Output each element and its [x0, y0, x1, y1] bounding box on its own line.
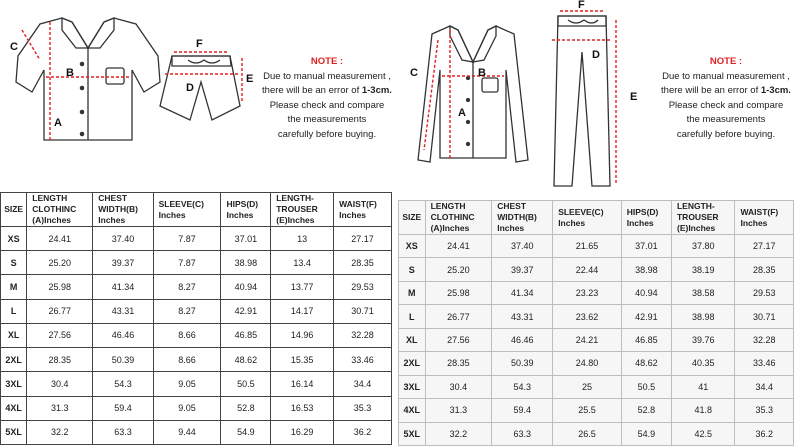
measurement-cell: 13 [271, 227, 334, 251]
measurement-cell: 28.35 [27, 348, 93, 372]
measurement-cell: 15.35 [271, 348, 334, 372]
measurement-cell: 37.01 [621, 235, 671, 258]
measurement-cell: 14.17 [271, 299, 334, 323]
label-c: C [10, 41, 18, 53]
note-line-4: the measurements [686, 114, 766, 125]
measurement-cell: 40.94 [621, 281, 671, 304]
measurement-cell: 28.35 [425, 352, 492, 375]
column-header-line: LENGTH [32, 193, 68, 203]
column-header-line: TROUSER [676, 212, 719, 222]
measurement-cell: 36.2 [334, 420, 392, 444]
column-header-line: HIPS(D) [626, 206, 659, 217]
measurement-cell: 38.19 [671, 258, 735, 281]
measurement-cell: 42.91 [221, 299, 271, 323]
column-header-line: Inches [158, 209, 186, 220]
measurement-cell: 8.66 [153, 323, 221, 347]
column-header [221, 193, 271, 227]
measurement-cell: 8.27 [153, 275, 221, 299]
note-error-range: 1-3cm. [760, 85, 791, 96]
size-cell: L [399, 305, 426, 328]
label-d: D [186, 82, 194, 94]
measurement-cell: 35.3 [334, 396, 392, 420]
measurement-cell: 63.3 [492, 422, 553, 446]
column-header-line: CHEST [98, 193, 128, 203]
measurement-cell: 25.20 [425, 258, 492, 281]
label-b: B [478, 67, 486, 79]
measurement-cell: 35.3 [735, 399, 794, 422]
measurement-cell: 42.5 [671, 422, 735, 446]
measurement-cell: 54.9 [621, 422, 671, 446]
measurement-cell: 41.8 [671, 399, 735, 422]
note-line-1: Due to manual measurement , [662, 70, 790, 82]
table-row [399, 352, 794, 375]
column-header [153, 193, 221, 227]
size-cell: S [1, 251, 27, 275]
column-header-line: WAIST(F) [740, 206, 779, 217]
measurement-cell: 37.01 [221, 227, 271, 251]
column-header [621, 201, 671, 235]
note-line-2-text: there will be an error of [661, 85, 761, 96]
note-line-5: carefully before buying. [676, 128, 776, 140]
measurement-cell: 48.62 [621, 352, 671, 375]
size-cell: 5XL [1, 420, 27, 444]
measurement-cell: 33.46 [735, 352, 794, 375]
measurement-cell: 28.35 [735, 258, 794, 281]
measurement-cell: 41.34 [492, 281, 553, 304]
note-line-2 [262, 84, 392, 99]
measurement-cell: 50.5 [621, 375, 671, 398]
measurement-cell: 24.41 [425, 235, 492, 258]
note-title: NOTE : [709, 56, 743, 67]
long-sleeve-size-chart-panel [398, 0, 794, 447]
table-row [399, 258, 794, 281]
measurement-cell: 16.14 [271, 372, 334, 396]
measurement-cell: 7.87 [153, 251, 221, 275]
note-line-3: Please check and compare [668, 99, 784, 111]
measurement-cell: 23.62 [553, 305, 622, 328]
column-header [671, 201, 735, 235]
measurement-cell: 24.80 [553, 352, 622, 375]
column-header-line: SIZE [4, 204, 24, 214]
table-row [399, 305, 794, 328]
table-row [1, 299, 392, 323]
measurement-cell: 50.5 [221, 372, 271, 396]
measurement-cell: 31.3 [425, 399, 492, 422]
measurement-cell: 43.31 [492, 305, 553, 328]
shorts-illustration [160, 56, 240, 120]
column-header [553, 201, 622, 235]
measurement-cell: 23.23 [553, 281, 622, 304]
table-row [1, 323, 392, 347]
measurement-cell: 22.44 [553, 258, 622, 281]
measurement-cell: 50.39 [93, 348, 153, 372]
measurement-cell: 32.28 [334, 323, 392, 347]
column-header-line: CLOTHINC [430, 212, 475, 222]
measurement-cell: 14.96 [271, 323, 334, 347]
measurement-cell: 27.17 [334, 227, 392, 251]
column-header [492, 201, 553, 235]
measurement-cell: 39.37 [492, 258, 553, 281]
note-error-range: 1-3cm. [361, 85, 392, 96]
measurement-cell: 63.3 [93, 420, 153, 444]
measurement-cell: 52.8 [621, 399, 671, 422]
measurement-cell: 25.98 [27, 275, 93, 299]
column-header-line: (E)Inches [276, 215, 315, 225]
measurement-cell: 7.87 [153, 227, 221, 251]
column-header [27, 193, 93, 227]
column-header-line: WIDTH(B) [98, 204, 138, 214]
measurement-cell: 24.21 [553, 328, 622, 351]
note-line-5: carefully before buying. [277, 128, 377, 140]
size-cell: 5XL [399, 422, 426, 446]
table-row [399, 375, 794, 398]
measurement-cell: 30.71 [334, 299, 392, 323]
measurement-cell: 32.2 [27, 420, 93, 444]
measurement-cell: 9.44 [153, 420, 221, 444]
note-line-1: Due to manual measurement , [263, 70, 391, 82]
measurement-cell: 8.66 [153, 348, 221, 372]
column-header-line: CHEST [497, 201, 527, 211]
column-header-line: Inches [226, 209, 254, 220]
measurement-cell: 46.46 [492, 328, 553, 351]
measurement-cell: 50.39 [492, 352, 553, 375]
measurement-cell: 34.4 [735, 375, 794, 398]
table-header-row [1, 193, 392, 227]
column-header-line: Inches [740, 217, 768, 228]
measurement-note [660, 55, 792, 142]
measurement-cell: 59.4 [93, 396, 153, 420]
column-header [399, 201, 426, 235]
measurement-cell: 38.98 [671, 305, 735, 328]
table-row [399, 399, 794, 422]
label-b: B [66, 67, 74, 79]
column-header [1, 193, 27, 227]
column-header-line: (A)Inches [32, 215, 72, 225]
column-header-line: SLEEVE(C) [158, 198, 204, 209]
size-cell: M [1, 275, 27, 299]
measurement-cell: 32.28 [735, 328, 794, 351]
measurement-cell: 33.46 [334, 348, 392, 372]
column-header-line: LENGTH- [676, 201, 715, 211]
measurement-cell: 27.56 [425, 328, 492, 351]
column-header-line: TROUSER [276, 204, 318, 214]
label-c: C [410, 67, 418, 79]
measurement-cell: 46.85 [621, 328, 671, 351]
measurement-cell: 37.40 [93, 227, 153, 251]
table-row [399, 328, 794, 351]
measurement-cell: 54.3 [492, 375, 553, 398]
column-header-line: (A)Inches [430, 223, 470, 233]
size-cell: XS [399, 235, 426, 258]
measurement-cell: 26.77 [425, 305, 492, 328]
column-header [271, 193, 334, 227]
note-line-3: Please check and compare [269, 99, 385, 111]
table-row [1, 251, 392, 275]
measurement-cell: 13.77 [271, 275, 334, 299]
label-e: E [246, 73, 254, 85]
measurement-cell: 8.27 [153, 299, 221, 323]
measurement-cell: 39.37 [93, 251, 153, 275]
column-header-line: Inches [98, 215, 126, 225]
measurement-cell: 25 [553, 375, 622, 398]
column-header-line: Inches [558, 217, 586, 228]
measurement-cell: 30.4 [27, 372, 93, 396]
size-cell: XL [399, 328, 426, 351]
note-line-4: the measurements [287, 114, 367, 125]
measurement-cell: 38.98 [621, 258, 671, 281]
measurement-note [262, 55, 392, 142]
measurement-cell: 16.53 [271, 396, 334, 420]
table-row [1, 275, 392, 299]
measurement-cell: 34.4 [334, 372, 392, 396]
column-header [735, 201, 794, 235]
label-f: F [578, 0, 585, 11]
measurement-cell: 25.5 [553, 399, 622, 422]
table-row [399, 281, 794, 304]
measurement-cell: 29.53 [735, 281, 794, 304]
size-cell: L [1, 299, 27, 323]
measurement-cell: 41 [671, 375, 735, 398]
measurement-cell: 37.40 [492, 235, 553, 258]
measurement-cell: 38.98 [221, 251, 271, 275]
measurement-cell: 26.5 [553, 422, 622, 446]
size-cell: M [399, 281, 426, 304]
long-sleeve-shirt-illustration [418, 26, 528, 162]
measurement-cell: 46.85 [221, 323, 271, 347]
measurement-cell: 28.35 [334, 251, 392, 275]
note-title: NOTE : [310, 56, 344, 67]
trousers-illustration [554, 16, 610, 186]
label-d: D [592, 49, 600, 61]
measurement-cell: 16.29 [271, 420, 334, 444]
measurement-cell: 46.46 [93, 323, 153, 347]
size-cell: XL [1, 323, 27, 347]
measurement-cell: 42.91 [621, 305, 671, 328]
measurement-cell: 39.76 [671, 328, 735, 351]
column-header-line: (E)Inches [676, 223, 716, 233]
measurement-cell: 13.4 [271, 251, 334, 275]
long-shirt-measurement-lines [424, 30, 504, 158]
column-header-line: Inches [626, 217, 654, 228]
column-header-line: SLEEVE(C) [558, 206, 604, 217]
column-header-line: LENGTH [430, 201, 466, 211]
column-header-line: WIDTH(B) [497, 212, 537, 222]
label-a: A [458, 107, 466, 119]
size-cell: 2XL [1, 348, 27, 372]
table-header-row [399, 201, 794, 235]
measurement-cell: 54.9 [221, 420, 271, 444]
measurement-cell: 52.8 [221, 396, 271, 420]
measurement-cell: 40.35 [671, 352, 735, 375]
measurement-cell: 54.3 [93, 372, 153, 396]
column-header [93, 193, 153, 227]
measurement-cell: 43.31 [93, 299, 153, 323]
measurement-cell: 30.4 [425, 375, 492, 398]
measurement-cell: 21.65 [553, 235, 622, 258]
measurement-cell: 40.94 [221, 275, 271, 299]
measurement-cell: 31.3 [27, 396, 93, 420]
column-header [334, 193, 392, 227]
measurement-cell: 36.2 [735, 422, 794, 446]
measurement-cell: 9.05 [153, 372, 221, 396]
table-row [1, 372, 392, 396]
measurement-cell: 59.4 [492, 399, 553, 422]
label-a: A [54, 117, 62, 129]
column-header-line: CLOTHINC [32, 204, 77, 214]
measurement-cell: 26.77 [27, 299, 93, 323]
size-cell: S [399, 258, 426, 281]
size-cell: 4XL [1, 396, 27, 420]
size-cell: 4XL [399, 399, 426, 422]
measurement-cell: 24.41 [27, 227, 93, 251]
measurement-cell: 37.80 [671, 235, 735, 258]
column-header-line: Inches [497, 223, 525, 233]
column-header [425, 201, 492, 235]
table-row [399, 235, 794, 258]
note-line-2-text: there will be an error of [262, 85, 362, 96]
short-sleeve-size-chart-panel [0, 0, 392, 447]
size-cell: 2XL [399, 352, 426, 375]
measurement-cell: 30.71 [735, 305, 794, 328]
short-sleeve-size-table [0, 192, 392, 445]
measurement-cell: 9.05 [153, 396, 221, 420]
note-line-2 [660, 84, 792, 99]
measurement-cell: 27.17 [735, 235, 794, 258]
column-header-line: HIPS(D) [226, 198, 259, 209]
label-e: E [630, 91, 638, 103]
measurement-cell: 38.58 [671, 281, 735, 304]
measurement-cell: 25.98 [425, 281, 492, 304]
measurement-cell: 41.34 [93, 275, 153, 299]
size-cell: 3XL [399, 375, 426, 398]
size-cell: 3XL [1, 372, 27, 396]
column-header-line: LENGTH- [276, 193, 315, 203]
table-row [1, 227, 392, 251]
column-header-line: Inches [339, 209, 367, 220]
table-row [1, 348, 392, 372]
measurement-cell: 27.56 [27, 323, 93, 347]
label-f: F [196, 38, 203, 50]
table-row [399, 422, 794, 446]
column-header-line: WAIST(F) [339, 198, 377, 209]
measurement-cell: 25.20 [27, 251, 93, 275]
long-sleeve-size-table [398, 200, 794, 446]
column-header-line: SIZE [402, 212, 422, 222]
table-row [1, 396, 392, 420]
measurement-cell: 48.62 [221, 348, 271, 372]
measurement-cell: 32.2 [425, 422, 492, 446]
short-sleeve-shirt-illustration [16, 18, 160, 140]
measurement-cell: 29.53 [334, 275, 392, 299]
table-row [1, 420, 392, 444]
size-cell: XS [1, 227, 27, 251]
